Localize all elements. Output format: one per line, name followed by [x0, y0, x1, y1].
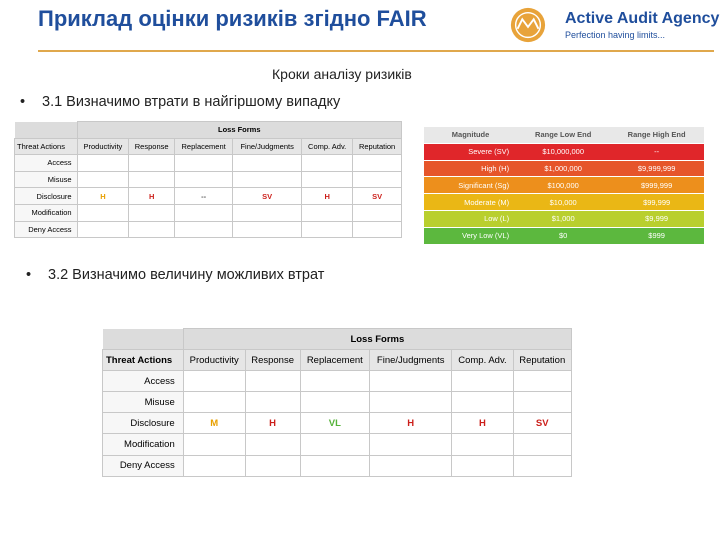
table-cell: [129, 171, 175, 188]
table-cell: [513, 434, 571, 455]
table-cell: [245, 392, 300, 413]
range-low: $0: [517, 227, 609, 244]
table-cell: [370, 455, 452, 476]
table-cell: [370, 434, 452, 455]
rating-cell: H: [452, 413, 513, 434]
logo-name: Active Audit Agency: [565, 10, 720, 27]
row-label: Deny Access: [15, 221, 78, 238]
table-cell: [245, 371, 300, 392]
section-subtitle: Кроки аналізу ризиків: [272, 66, 412, 82]
threat-table-large: [102, 328, 572, 477]
table-cell: [77, 221, 129, 238]
row-label: Access: [15, 155, 78, 172]
table-cell: [452, 371, 513, 392]
table-cell: [300, 434, 370, 455]
table-row: [424, 160, 704, 177]
bullet-symbol: •: [26, 267, 32, 283]
magnitude-label: Moderate (M): [424, 194, 517, 211]
rating-cell: SV: [513, 413, 571, 434]
range-high: $9,999: [609, 210, 704, 227]
table-cell: [175, 221, 233, 238]
table-cell: [302, 221, 353, 238]
table-row: [103, 434, 572, 455]
table-cell: [175, 155, 233, 172]
row-label: Disclosure: [103, 413, 184, 434]
table-cell: [245, 434, 300, 455]
table-row: [424, 143, 704, 160]
range-low: $10,000,000: [517, 143, 609, 160]
row-label: Misuse: [15, 171, 78, 188]
table-cell: [175, 204, 233, 221]
company-logo: [509, 4, 720, 48]
page-title: Приклад оцінки ризиків згідно FAIR: [38, 6, 427, 31]
column-header: Range Low End: [517, 127, 609, 143]
table-cell: [233, 204, 302, 221]
table-row: [424, 210, 704, 227]
rating-cell: SV: [353, 188, 402, 205]
column-header: Response: [245, 350, 300, 371]
magnitude-label: High (H): [424, 160, 517, 177]
column-header: Productivity: [77, 138, 129, 155]
range-low: $100,000: [517, 177, 609, 194]
table-row: [15, 155, 402, 172]
group-header: Loss Forms: [77, 122, 401, 139]
table-cell: [129, 221, 175, 238]
magnitude-label: Very Low (VL): [424, 227, 517, 244]
range-high: $999,999: [609, 177, 704, 194]
range-high: $999: [609, 227, 704, 244]
column-header: Threat Actions: [103, 350, 184, 371]
table-row: [15, 188, 402, 205]
table-cell: [183, 392, 245, 413]
threat-table-small: [14, 121, 402, 238]
rating-cell: VL: [300, 413, 370, 434]
table-cell: [300, 371, 370, 392]
table-cell: [353, 221, 402, 238]
range-low: $1,000,000: [517, 160, 609, 177]
rating-cell: H: [370, 413, 452, 434]
table-row: [103, 371, 572, 392]
logo-circle-icon: [509, 6, 547, 44]
bullet-text-1: 3.1 Визначимо втрати в найгіршому випадку: [42, 94, 341, 110]
logo-tagline: Perfection having limits...: [565, 30, 666, 40]
table-cell: [452, 455, 513, 476]
table-cell: [452, 392, 513, 413]
bullet-text-2: 3.2 Визначимо величину можливих втрат: [48, 267, 325, 283]
row-label: Access: [103, 371, 184, 392]
column-header: Threat Actions: [15, 138, 78, 155]
table-row: [15, 204, 402, 221]
rating-cell: H: [77, 188, 129, 205]
table-row: [103, 413, 572, 434]
column-header: Fine/Judgments: [370, 350, 452, 371]
column-header: Productivity: [183, 350, 245, 371]
column-header: Range High End: [609, 127, 704, 143]
rating-cell: H: [302, 188, 353, 205]
magnitude-label: Low (L): [424, 210, 517, 227]
table-cell: [183, 371, 245, 392]
rating-cell: M: [183, 413, 245, 434]
table-cell: [353, 204, 402, 221]
bullet-item-2: [26, 267, 324, 283]
range-low: $10,000: [517, 194, 609, 211]
rating-cell: H: [129, 188, 175, 205]
rating-cell: --: [175, 188, 233, 205]
table-cell: [129, 155, 175, 172]
table-cell: [370, 392, 452, 413]
table-cell: [245, 455, 300, 476]
table-row: [424, 194, 704, 211]
column-header: Comp. Adv.: [452, 350, 513, 371]
table-cell: [513, 455, 571, 476]
table-cell: [513, 371, 571, 392]
group-header: Loss Forms: [183, 329, 571, 350]
column-header: Fine/Judgments: [233, 138, 302, 155]
magnitude-label: Significant (Sg): [424, 177, 517, 194]
table-cell: [77, 155, 129, 172]
table-cell: [513, 392, 571, 413]
table-cell: [302, 171, 353, 188]
table-cell: [353, 155, 402, 172]
table-cell: [183, 455, 245, 476]
bullet-item-1: [20, 94, 340, 110]
table-cell: [353, 171, 402, 188]
column-header: Comp. Adv.: [302, 138, 353, 155]
magnitude-table: [424, 127, 704, 245]
column-header: Reputation: [513, 350, 571, 371]
column-header: Magnitude: [424, 127, 517, 143]
range-high: --: [609, 143, 704, 160]
column-header: Replacement: [300, 350, 370, 371]
table-cell: [370, 371, 452, 392]
table-cell: [300, 455, 370, 476]
magnitude-label: Severe (SV): [424, 143, 517, 160]
row-label: Deny Access: [103, 455, 184, 476]
row-label: Modification: [103, 434, 184, 455]
table-cell: [452, 434, 513, 455]
table-cell: [233, 171, 302, 188]
rating-cell: H: [245, 413, 300, 434]
range-high: $99,999: [609, 194, 704, 211]
table-row: [103, 392, 572, 413]
table-cell: [302, 204, 353, 221]
table-row: [103, 455, 572, 476]
table-cell: [233, 155, 302, 172]
column-header: Response: [129, 138, 175, 155]
column-header: Replacement: [175, 138, 233, 155]
row-label: Disclosure: [15, 188, 78, 205]
table-cell: [129, 204, 175, 221]
header-divider: [38, 50, 714, 52]
table-row: [15, 171, 402, 188]
table-row: [15, 221, 402, 238]
table-cell: [175, 171, 233, 188]
table-row: [424, 227, 704, 244]
rating-cell: SV: [233, 188, 302, 205]
table-row: [424, 177, 704, 194]
range-low: $1,000: [517, 210, 609, 227]
table-cell: [302, 155, 353, 172]
table-cell: [300, 392, 370, 413]
row-label: Misuse: [103, 392, 184, 413]
table-cell: [77, 171, 129, 188]
bullet-symbol: •: [20, 94, 26, 110]
row-label: Modification: [15, 204, 78, 221]
range-high: $9,999,999: [609, 160, 704, 177]
table-cell: [183, 434, 245, 455]
column-header: Reputation: [353, 138, 402, 155]
table-cell: [77, 204, 129, 221]
table-cell: [233, 221, 302, 238]
